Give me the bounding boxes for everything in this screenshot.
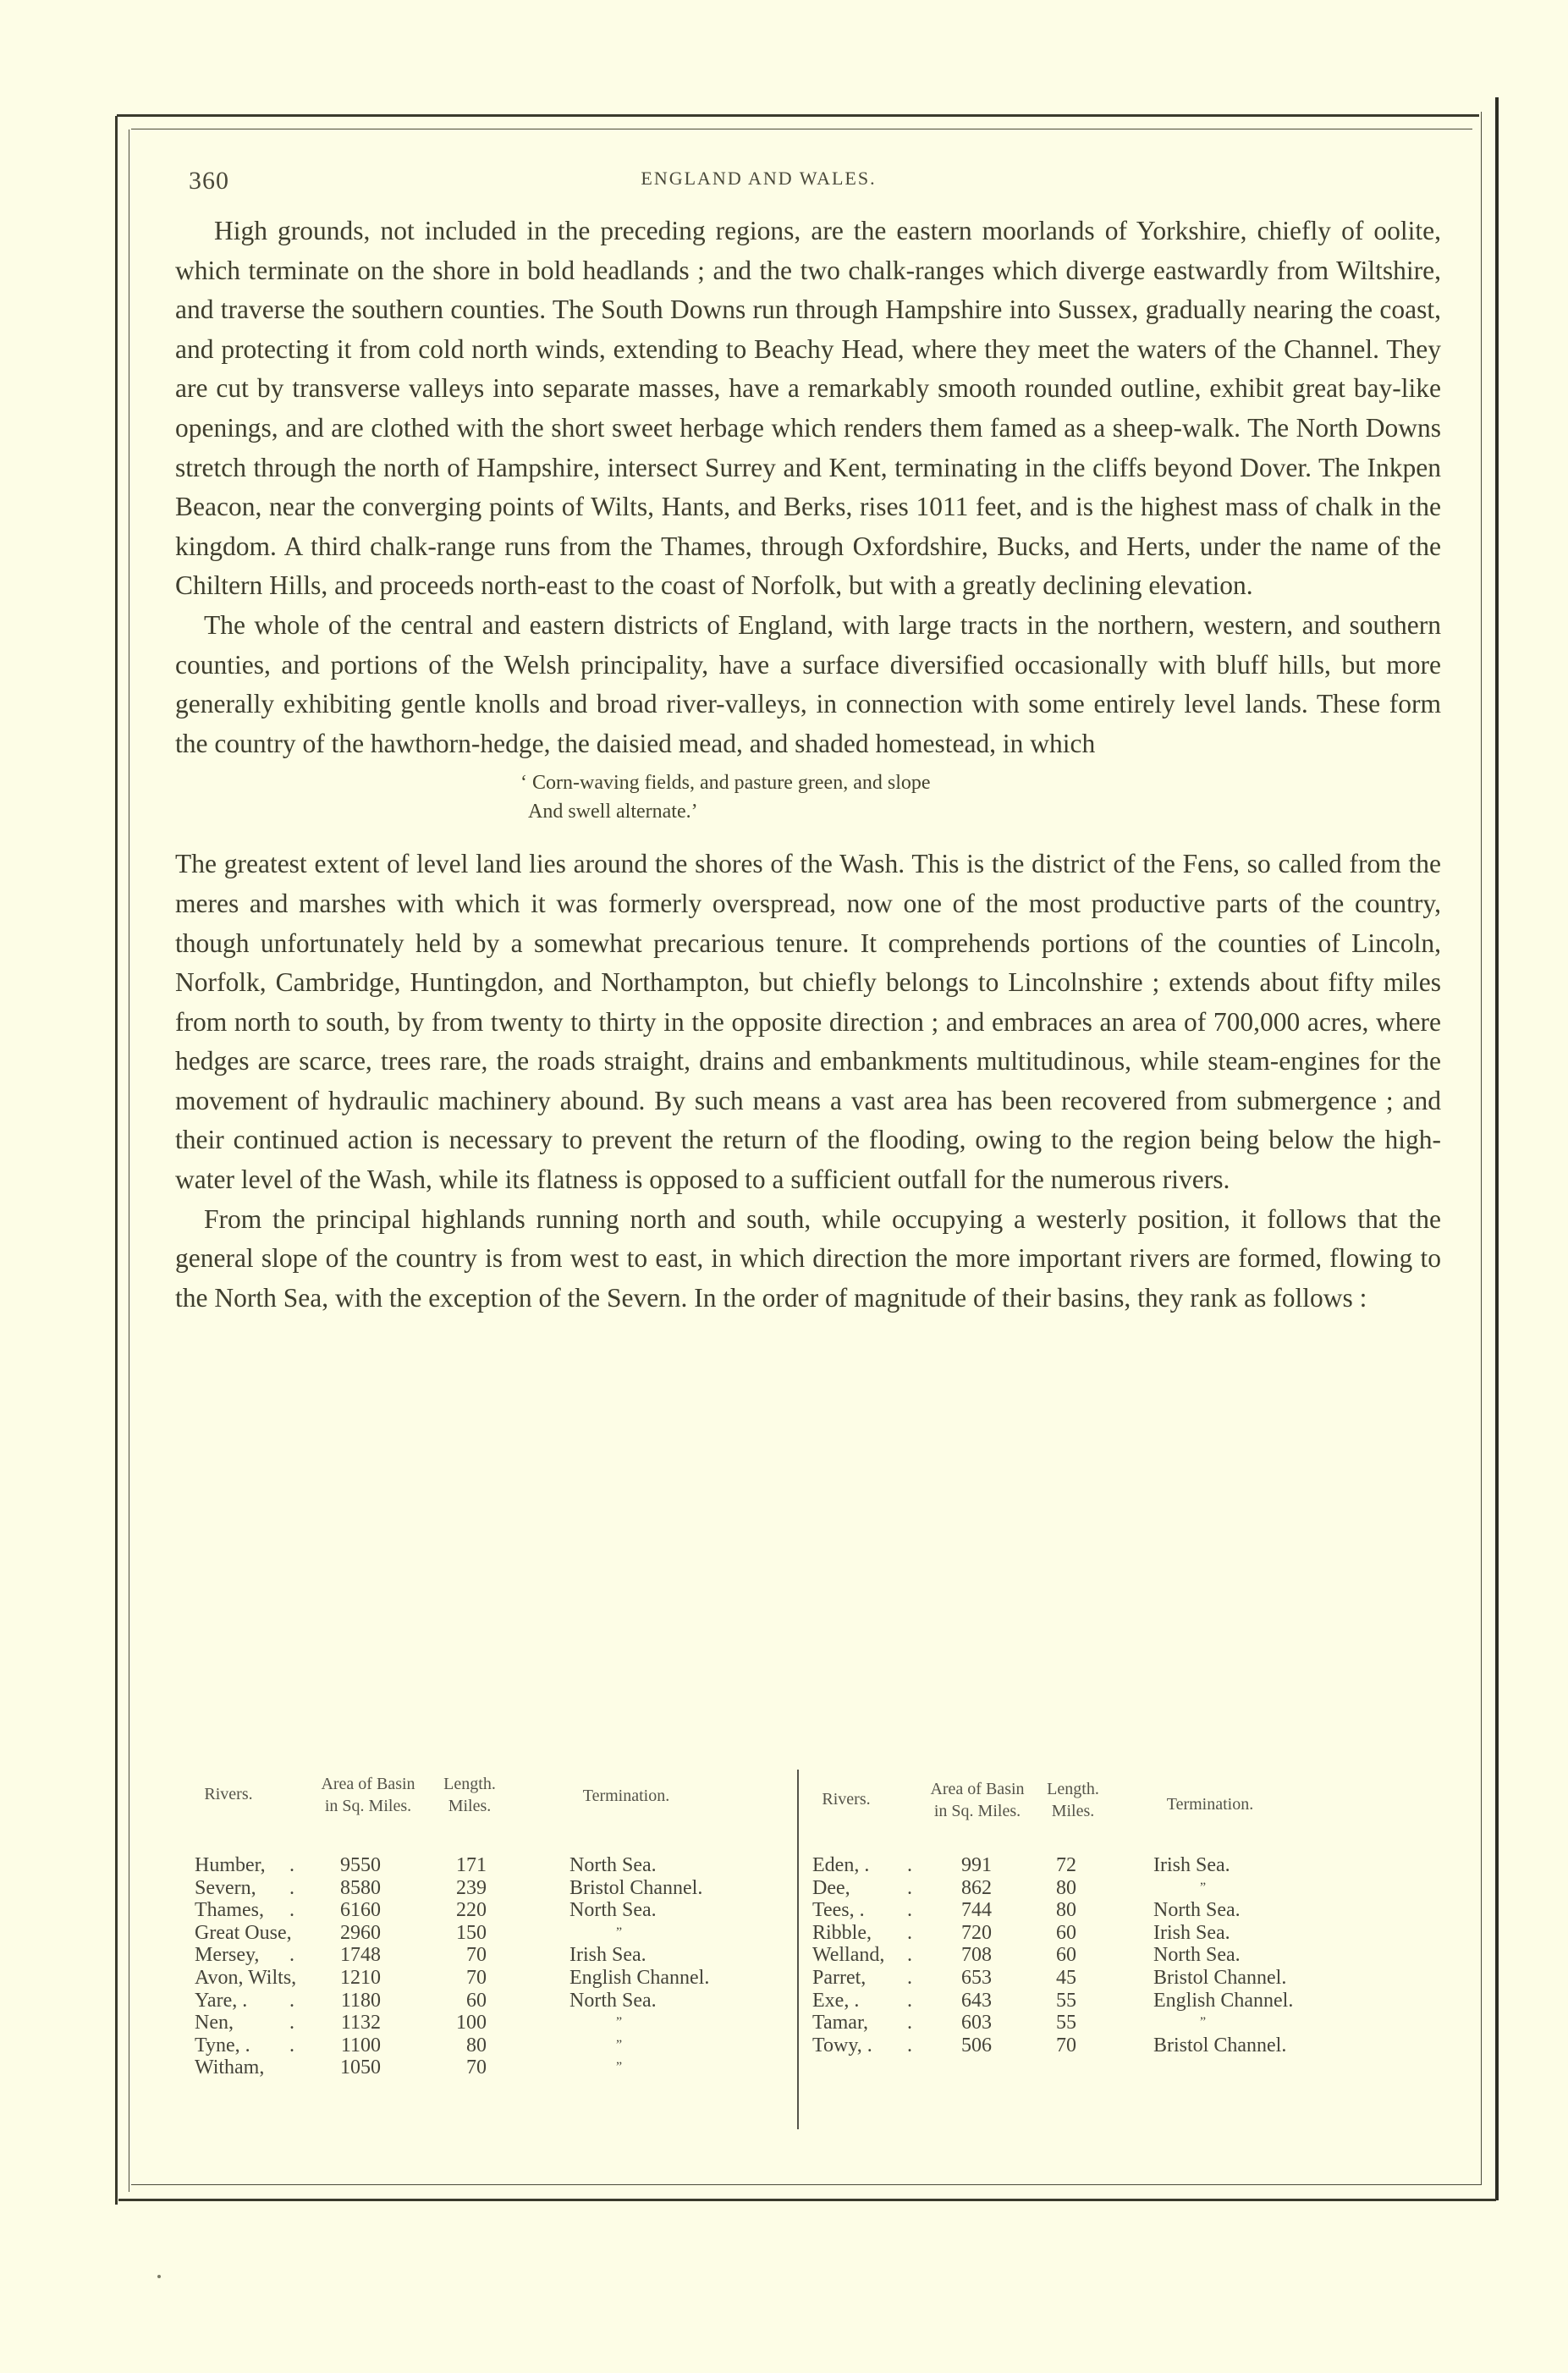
river-name: Dee, bbox=[812, 1876, 850, 1899]
termination: North Sea. bbox=[569, 1899, 657, 1922]
paragraph-central-districts: The whole of the central and eastern districts of England, with large tracts in the northern, western, and southern counties, and portions of the Welsh principality, have a surface diversified occasionally with bluff hills, but more generally exhibiting gentle knolls and broad river-valleys, in connection with some entirely level lands. These form the country of the hawthorn-hedge, the daisied mead, and shaded homestead, in which bbox=[175, 609, 1441, 758]
river-length: 60 bbox=[1056, 1921, 1076, 1944]
table-row bbox=[195, 2034, 778, 2057]
leader-dots: . bbox=[907, 1899, 912, 1922]
basin-area: 991 bbox=[961, 1854, 992, 1876]
table-row bbox=[812, 1854, 1455, 1877]
leader-dots: . bbox=[289, 1989, 294, 2012]
river-length: 80 bbox=[1056, 1876, 1076, 1899]
table-row bbox=[812, 1877, 1455, 1900]
table-row bbox=[195, 1967, 778, 1990]
termination: North Sea. bbox=[569, 1854, 657, 1876]
basin-area: 506 bbox=[961, 2034, 992, 2056]
river-length: 60 bbox=[466, 1989, 487, 2012]
table-row bbox=[195, 1877, 778, 1900]
river-length: 60 bbox=[1056, 1944, 1076, 1967]
river-name: Welland, bbox=[812, 1944, 885, 1967]
leader-dots: . bbox=[907, 1989, 912, 2012]
header-length bbox=[436, 1773, 503, 1817]
basin-area: 8580 bbox=[340, 1876, 381, 1899]
river-length: 72 bbox=[1056, 1854, 1076, 1876]
river-length: 100 bbox=[456, 2012, 487, 2034]
table-row bbox=[195, 1854, 778, 1877]
basin-area: 1180 bbox=[340, 1989, 381, 2012]
river-length: 150 bbox=[456, 1921, 487, 1944]
river-length: 55 bbox=[1056, 2012, 1076, 2034]
table-row bbox=[195, 1990, 778, 2012]
rivers-table-right bbox=[812, 1773, 1455, 2056]
leader-dots: . bbox=[907, 1921, 912, 1944]
termination: Bristol Channel. bbox=[1153, 2034, 1287, 2056]
river-name: Ribble, bbox=[812, 1921, 872, 1944]
river-name: Exe, . bbox=[812, 1989, 860, 2012]
leader-dots: . bbox=[289, 2012, 294, 2034]
termination: North Sea. bbox=[1153, 1899, 1241, 1922]
termination: English Channel. bbox=[1153, 1989, 1294, 2012]
frame-inner-bottom-rule bbox=[131, 2184, 1481, 2185]
frame-outer-bottom-rule bbox=[118, 2199, 1496, 2201]
termination: Irish Sea. bbox=[1153, 1921, 1230, 1944]
paragraph-rivers-intro: From the principal highlands running north and south, while occupying a westerly position, it follows that the general slope of the country is from west to east, in which direction the more important rivers are formed, flowing to the North Sea, with the exception of the Severn. In the order of magnitude of their basins, they rank as follows : bbox=[175, 1203, 1441, 1313]
river-name: Mersey, bbox=[195, 1944, 260, 1967]
frame-outer-top-rule bbox=[117, 114, 1479, 117]
table-row bbox=[812, 1899, 1455, 1922]
termination: Bristol Channel. bbox=[1153, 1966, 1287, 1989]
basin-area: 1100 bbox=[340, 2034, 381, 2056]
river-name: Eden, . bbox=[812, 1854, 870, 1876]
leader-dots: . bbox=[289, 1876, 294, 1899]
page-number: 360 bbox=[189, 167, 229, 195]
leader-dots: . bbox=[907, 1854, 912, 1876]
basin-area: 653 bbox=[961, 1966, 992, 1989]
river-name: Parret, bbox=[812, 1966, 867, 1989]
frame-inner-right-rule bbox=[1481, 112, 1482, 2185]
termination: ” bbox=[616, 2037, 623, 2052]
basin-area: 720 bbox=[961, 1921, 992, 1944]
basin-area: 1050 bbox=[340, 2056, 381, 2079]
header-area-line1: Area of Basin bbox=[321, 1775, 415, 1793]
leader-dots: . bbox=[289, 2034, 294, 2056]
termination: ” bbox=[1200, 1880, 1207, 1895]
river-name: Towy, . bbox=[812, 2034, 872, 2056]
river-name: Severn, bbox=[195, 1876, 256, 1899]
running-head: ENGLAND AND WALES. bbox=[641, 168, 877, 189]
river-length: 80 bbox=[466, 2034, 487, 2056]
river-name: Tees, . bbox=[812, 1899, 865, 1922]
termination: Irish Sea. bbox=[1153, 1854, 1230, 1876]
termination: ” bbox=[616, 2015, 623, 2030]
header-area-line2: in Sq. Miles. bbox=[933, 1802, 1021, 1820]
frame-outer-right-rule bbox=[1495, 97, 1499, 2200]
leader-dots: . bbox=[907, 1966, 912, 1989]
termination: North Sea. bbox=[569, 1989, 657, 2012]
river-length: 70 bbox=[1056, 2034, 1076, 2056]
header-termination: Termination. bbox=[1166, 1795, 1254, 1814]
header-rivers: Rivers. bbox=[204, 1785, 253, 1803]
table-row bbox=[812, 1967, 1455, 1990]
header-length-line1: Length. bbox=[443, 1775, 496, 1793]
river-length: 171 bbox=[456, 1854, 487, 1876]
river-name: Tyne, . bbox=[195, 2034, 250, 2056]
river-length: 80 bbox=[1056, 1899, 1076, 1922]
header-termination: Termination. bbox=[582, 1787, 670, 1805]
river-length: 55 bbox=[1056, 1989, 1076, 2012]
table-row bbox=[812, 1922, 1455, 1945]
leader-dots: . bbox=[907, 1876, 912, 1899]
river-name: Witham, bbox=[195, 2056, 265, 2079]
river-length: 220 bbox=[456, 1899, 487, 1922]
header-area-line2: in Sq. Miles. bbox=[324, 1797, 412, 1815]
basin-area: 744 bbox=[961, 1899, 992, 1922]
leader-dots: . bbox=[907, 1944, 912, 1967]
table-column-divider bbox=[797, 1770, 799, 2129]
header-length-line2: Miles. bbox=[1051, 1802, 1095, 1820]
verse-line-2: And swell alternate.’ bbox=[528, 801, 698, 823]
table-row bbox=[812, 1944, 1455, 1967]
river-length: 239 bbox=[456, 1876, 487, 1899]
verse-quote bbox=[175, 768, 1441, 826]
table-row bbox=[195, 2012, 778, 2034]
river-name: Yare, . bbox=[195, 1989, 248, 2012]
basin-area: 1132 bbox=[340, 2012, 381, 2034]
table-row bbox=[195, 1944, 778, 1967]
river-length: 70 bbox=[466, 2056, 487, 2079]
table-row bbox=[812, 2034, 1455, 2057]
termination: Irish Sea. bbox=[569, 1944, 646, 1967]
river-length: 45 bbox=[1056, 1966, 1076, 1989]
verse-line-1: ‘ Corn-waving fields, and pasture green, and slope bbox=[520, 772, 931, 795]
basin-area: 708 bbox=[961, 1944, 992, 1967]
basin-area: 6160 bbox=[340, 1899, 381, 1922]
river-name: Tamar, bbox=[812, 2012, 868, 2034]
river-name: Great Ouse, bbox=[195, 1921, 292, 1944]
leader-dots: . bbox=[907, 2034, 912, 2056]
paragraph-high-grounds: High grounds, not included in the preceding regions, are the eastern moorlands of Yorkshire, chiefly of oolite, which terminate on the shore in bold headlands ; and the two chalk-ranges which diverge eastwardly from Wiltshire, and traverse the southern counties. The South Downs run through Hampshire into Sussex, gradually nearing the coast, and protecting it from cold north winds, extending to Beachy Head, where they meet the waters of the Channel. They are cut by transverse valleys into separate masses, have a remarkably smooth rounded outline, exhibit great bay-like openings, and are clothed with the short sweet herbage which renders them famed as a sheep-walk. The North Downs stretch through the north of Hampshire, intersect Surrey and Kent, terminating in the cliffs beyond Dover. The Inkpen Beacon, near the converging points of Wilts, Hants, and Berks, rises 1011 feet, and is the highest mass of chalk in the kingdom. A third chalk-range runs from the Thames, through Oxfordshire, Bucks, and Herts, under the name of the Chiltern Hills, and proceeds north-east to the coast of Norfolk, but with a greatly declining elevation. bbox=[175, 216, 1441, 601]
river-name: Thames, bbox=[195, 1899, 264, 1922]
header-area-line1: Area of Basin bbox=[930, 1780, 1025, 1798]
paper-speck bbox=[157, 2275, 161, 2278]
river-length: 70 bbox=[466, 1944, 487, 1967]
table-row bbox=[812, 2012, 1455, 2034]
leader-dots: . bbox=[289, 1899, 294, 1922]
basin-area: 862 bbox=[961, 1876, 992, 1899]
header-length-line1: Length. bbox=[1047, 1780, 1099, 1798]
leader-dots: . bbox=[289, 1854, 294, 1876]
termination: English Channel. bbox=[569, 1966, 710, 1989]
river-name: Nen, bbox=[195, 2012, 234, 2034]
header-area bbox=[313, 1773, 423, 1817]
termination: ” bbox=[616, 1924, 623, 1940]
leader-dots: . bbox=[289, 1944, 294, 1967]
basin-area: 9550 bbox=[340, 1854, 381, 1876]
frame-outer-left-rule bbox=[115, 116, 118, 2205]
table-row bbox=[195, 1899, 778, 1922]
basin-area: 643 bbox=[961, 1989, 992, 2012]
river-name: Humber, bbox=[195, 1854, 266, 1876]
body-text bbox=[175, 212, 1441, 1318]
table-header bbox=[195, 1773, 778, 1854]
header-length-line2: Miles. bbox=[448, 1797, 492, 1815]
basin-area: 2960 bbox=[340, 1921, 381, 1944]
river-name: Avon, Wilts, bbox=[195, 1966, 297, 1989]
basin-area: 1210 bbox=[340, 1966, 381, 1989]
table-row bbox=[195, 1922, 778, 1945]
basin-area: 603 bbox=[961, 2012, 992, 2034]
basin-area: 1748 bbox=[340, 1944, 381, 1967]
paragraph-fens: The greatest extent of level land lies around the shores of the Wash. This is the district of the Fens, so called from the meres and marshes with which it was formerly overspread, now one of the most productive parts of the country, though unfortunately held by a somewhat precarious tenure. It comprehends portions of the counties of Lincoln, Norfolk, Cambridge, Huntingdon, and Northampton, but chiefly belongs to Lincolnshire ; extends about fifty miles from north to south, by from twenty to thirty in the opposite direction ; and embraces an area of 700,000 acres, where hedges are scarce, trees rare, the roads straight, drains and embankments multitudinous, while steam-engines for the movement of hydraulic machinery abound. By such means a vast area has been recovered from submergence ; and their continued action is necessary to prevent the return of the flooding, owing to the region being below the high-water level of the Wash, while its flatness is opposed to a sufficient outfall for the numerous rivers. bbox=[175, 849, 1441, 1195]
table-row bbox=[195, 2056, 778, 2079]
table-header bbox=[812, 1773, 1455, 1854]
termination: North Sea. bbox=[1153, 1944, 1241, 1967]
termination: ” bbox=[616, 2060, 623, 2075]
header-rivers: Rivers. bbox=[822, 1790, 871, 1809]
termination: ” bbox=[1200, 2015, 1207, 2030]
termination: Bristol Channel. bbox=[569, 1876, 703, 1899]
header-area bbox=[922, 1778, 1032, 1822]
header-length bbox=[1039, 1778, 1107, 1822]
river-length: 70 bbox=[466, 1966, 487, 1989]
table-row bbox=[812, 1990, 1455, 2012]
rivers-table-left bbox=[195, 1773, 778, 2079]
leader-dots: . bbox=[907, 2012, 912, 2034]
